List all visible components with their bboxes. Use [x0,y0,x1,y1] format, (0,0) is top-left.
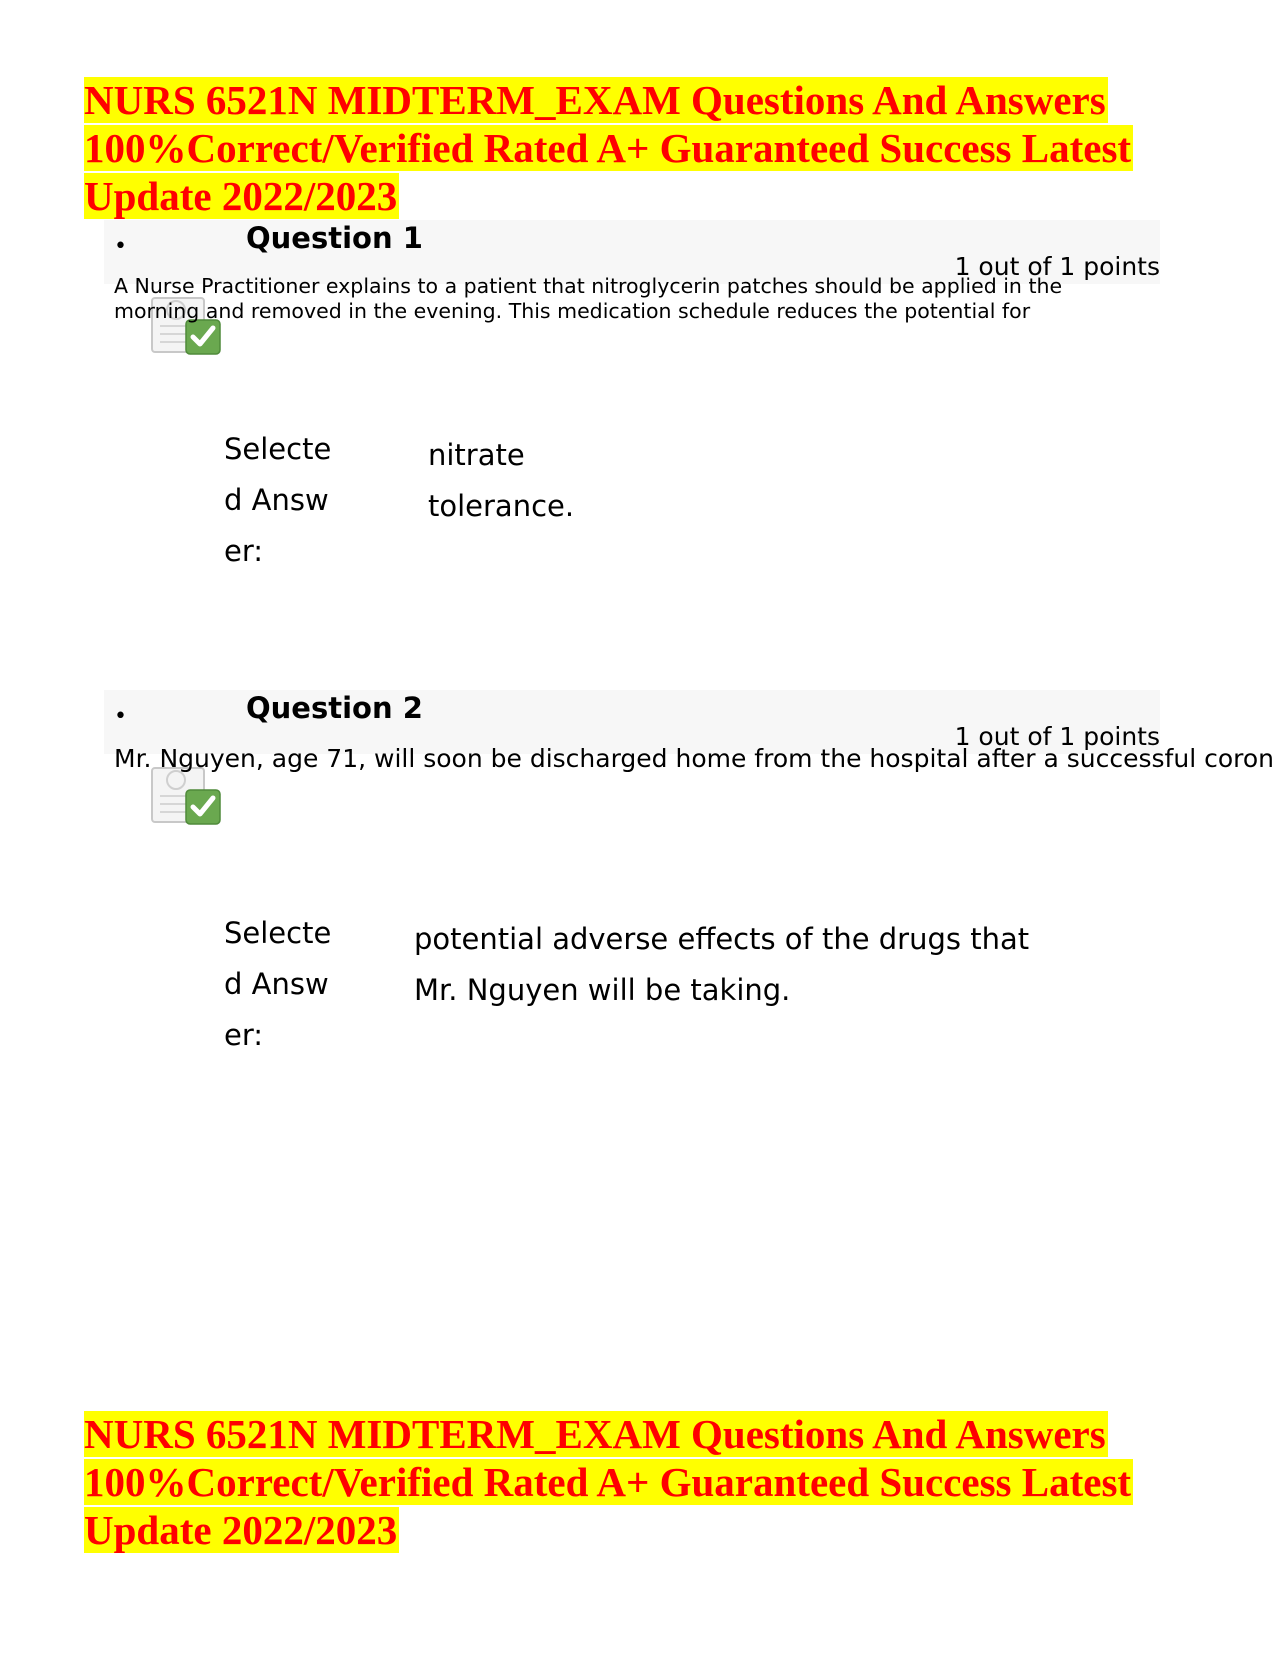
document-footer-title [84,1410,1204,1554]
question-1-label: Question 1 [246,221,423,255]
question-1-answer-value: nitrate tolerance. [428,438,575,523]
question-1-answer-label: Selected Answer: [224,432,332,568]
document-title-text: NURS 6521N MIDTERM_EXAM Questions And Answers 100%Correct/Verified Rated A+ Guaranteed Success Latest Update 2022/2023 [84,77,1132,219]
question-2-points: 1 out of 1 points [954,722,1160,751]
question-2-answer-label: Selected Answer: [224,916,332,1052]
question-2-text: Mr. Nguyen, age 71, will soon be discharged home from the hospital after a successful coron [114,744,1274,773]
question-1-text: A Nurse Practitioner explains to a patient that nitroglycerin patches should be applied in the morning and removed in the evening. This medication schedule reduces the potential for [114,274,1063,323]
question-1-points: 1 out of 1 points [954,252,1160,281]
question-1-bullet: • [114,234,127,259]
question-2-label: Question 2 [246,691,423,725]
document-title [84,76,1204,220]
question-2-answer-value: potential adverse effects of the drugs that Mr. Nguyen will be taking. [414,922,1030,1007]
document-footer-title-text: NURS 6521N MIDTERM_EXAM Questions And Answers 100%Correct/Verified Rated A+ Guaranteed Success Latest Update 2022/2023 [84,1411,1132,1553]
question-2-bullet: • [114,704,127,729]
